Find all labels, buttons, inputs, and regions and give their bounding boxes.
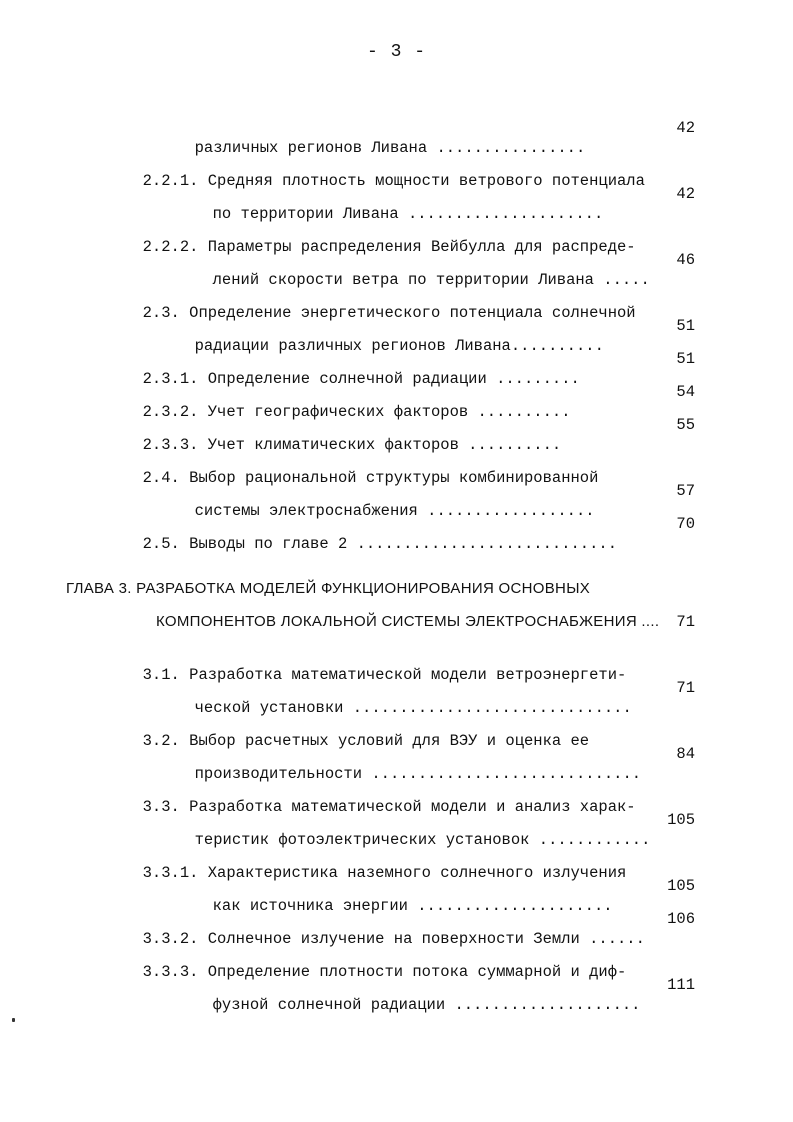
toc-entry-text: различных регионов Ливана ................ <box>194 139 586 157</box>
toc-entry <box>124 349 580 388</box>
toc-entry-text: Выводы по главе 2 ............................ <box>189 535 618 553</box>
toc-entry <box>176 678 632 717</box>
toc-entry <box>176 481 595 520</box>
toc-entry <box>124 645 627 684</box>
toc-entry-text: Разработка математической модели ветроэнергети- <box>189 666 627 684</box>
toc-entry-page: 51 <box>676 350 695 368</box>
toc-entry-text: ческой установки .............................. <box>194 699 632 717</box>
toc-entry <box>194 876 613 915</box>
toc-entry <box>124 711 590 750</box>
toc-entry-number: 3.3.1. <box>142 864 199 882</box>
toc-entry-number: 2.3.1. <box>142 370 199 388</box>
toc-entry-text: Солнечное излучение на поверхности Земли ...... <box>207 930 645 948</box>
toc-entry-text: Учет географических факторов .......... <box>207 403 571 421</box>
toc-entry-number: 2.5. <box>142 535 180 553</box>
toc-entry-page: 71 <box>676 679 695 697</box>
toc-entry-text: производительности ............................. <box>194 765 642 783</box>
toc-entry-number: 2.2.2. <box>142 238 199 256</box>
toc-entry <box>124 777 636 816</box>
toc-entry-number: 2.3.2. <box>142 403 199 421</box>
toc-entry <box>124 843 627 882</box>
toc-entry-text: Учет климатических факторов .......... <box>207 436 562 454</box>
toc-entry-page: 70 <box>676 515 695 533</box>
toc-entry-text: Параметры распределения Вейбулла для распреде- <box>207 238 636 256</box>
toc-entry-page: 46 <box>676 251 695 269</box>
toc-entry <box>124 151 645 190</box>
toc-entry-page: 105 <box>667 811 695 829</box>
toc-entry-number: 3.2. <box>142 732 180 750</box>
toc-entry-text: по территории Ливана ..................... <box>212 205 604 223</box>
toc-entry <box>124 514 618 553</box>
toc-entry-page: 42 <box>676 119 695 137</box>
toc-entry-text: Определение энергетического потенциала солнечной <box>189 304 636 322</box>
chapter-heading: ГЛАВА 3. РАЗРАБОТКА МОДЕЛЕЙ ФУНКЦИОНИРОВАНИЯ ОСНОВНЫХ <box>66 580 591 597</box>
toc-entry <box>124 283 636 322</box>
toc-entry-page: 54 <box>676 383 695 401</box>
toc-entry <box>124 382 571 421</box>
toc-entry-text: Разработка математической модели и анализ харак- <box>189 798 636 816</box>
toc-entry-text: лений скорости ветра по территории Ливана ..... <box>212 271 650 289</box>
toc-entry-number: 3.3.2. <box>142 930 199 948</box>
toc-entry <box>124 415 562 454</box>
toc-entry <box>176 744 642 783</box>
stray-mark <box>12 1018 15 1022</box>
toc-entry-text: системы электроснабжения .................. <box>194 502 595 520</box>
toc-entry <box>176 316 604 355</box>
toc-entry <box>176 810 651 849</box>
toc-entry <box>124 448 599 487</box>
toc-entry-number: 2.3.3. <box>142 436 199 454</box>
toc-entry <box>194 250 650 289</box>
toc-entry <box>194 184 604 223</box>
toc-entry-page: 106 <box>667 910 695 928</box>
chapter-heading-continued: КОМПОНЕНТОВ ЛОКАЛЬНОЙ СИСТЕМЫ ЭЛЕКТРОСНАБЖЕНИЯ .... <box>156 613 660 630</box>
toc-entry-page: 42 <box>676 185 695 203</box>
toc-entry-text: Определение солнечной радиации ......... <box>207 370 580 388</box>
toc-entry-number: 3.3.3. <box>142 963 199 981</box>
toc-entry-text: радиации различных регионов Ливана.......... <box>194 337 604 355</box>
toc-entry-page: 51 <box>676 317 695 335</box>
toc-entry-page: 111 <box>667 976 695 994</box>
toc-entry <box>194 975 641 1014</box>
toc-entry <box>124 942 627 981</box>
toc-entry-number: 2.4. <box>142 469 180 487</box>
toc-entry <box>176 118 586 157</box>
toc-entry-text: Характеристика наземного солнечного излучения <box>207 864 627 882</box>
toc-entry-page: 55 <box>676 416 695 434</box>
toc-entry-number: 2.3. <box>142 304 180 322</box>
toc-entry-text: Определение плотности потока суммарной и диф- <box>207 963 627 981</box>
toc-entry-number: 3.3. <box>142 798 180 816</box>
toc-entry-number: 2.2.1. <box>142 172 199 190</box>
toc-entry-text: Выбор расчетных условий для ВЭУ и оценка ее <box>189 732 590 750</box>
toc-entry-text: как источника энергии ..................... <box>212 897 613 915</box>
toc-entry-text: Выбор рациональной структуры комбинированной <box>189 469 599 487</box>
chapter-page: 71 <box>676 613 695 631</box>
toc-entry-number: 3.1. <box>142 666 180 684</box>
toc-entry-page: 84 <box>676 745 695 763</box>
toc-entry-text: фузной солнечной радиации .................... <box>212 996 641 1014</box>
toc-entry-page: 57 <box>676 482 695 500</box>
toc-entry <box>124 217 636 256</box>
toc-entry-page: 105 <box>667 877 695 895</box>
toc-entry-text: теристик фотоэлектрических установок ............ <box>194 831 651 849</box>
toc-entry <box>124 909 645 948</box>
page-number: - 3 - <box>366 42 426 62</box>
toc-entry-text: Средняя плотность мощности ветрового потенциала <box>207 172 645 190</box>
